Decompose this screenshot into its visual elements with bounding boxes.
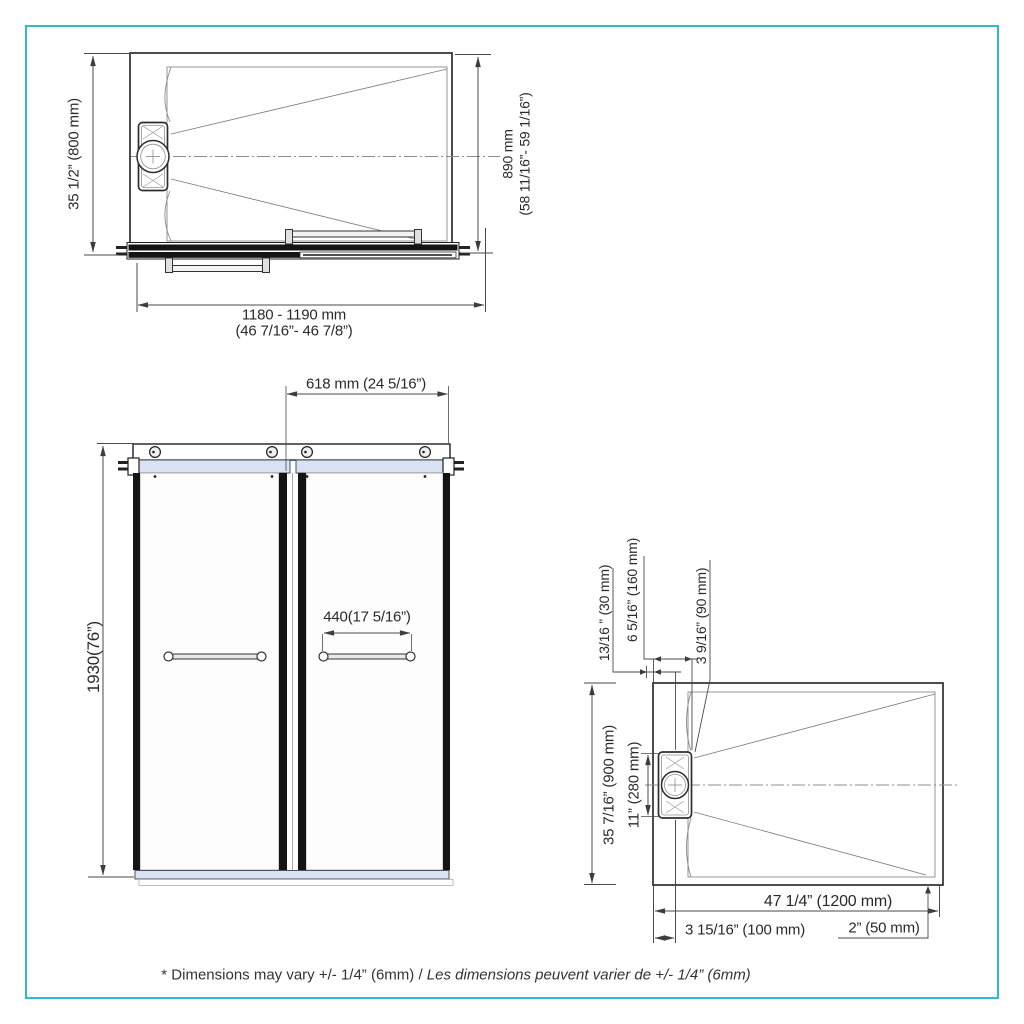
dim-label-door-height: 1930(76”) [84, 621, 103, 693]
tolerance-note-fr: Les dimensions peuvent varier de +/- 1/4” (6mm) [426, 966, 751, 984]
dim-label-base-depth-2: 35 7/16” (900 mm) [600, 725, 618, 845]
elevation-view [88, 386, 464, 886]
dim-label-drain-center: 3 15/16” (100 mm) [685, 921, 805, 939]
dim-label-base-width-2: 47 1/4” (1200 mm) [763, 893, 893, 910]
dim-label-span-mm: 1180 - 1190 mm [241, 306, 347, 324]
dim-label-towel-bar: 440(17 5/16”) [323, 608, 411, 626]
dim-label-base-width: 35 1/2” (800 mm) [65, 98, 83, 210]
dim-label-edge: 2” (50 mm) [848, 919, 920, 937]
tolerance-note [161, 967, 750, 984]
dim-label-panel-width: 618 mm (24 5/16”) [306, 375, 426, 393]
dim-label-drain-length: 11” (280 mm) [625, 741, 643, 829]
dim-label-drain-offset: 6 5/16” (160 mm) [624, 537, 640, 643]
dim-label-drain-width: 3 9/16” (90 mm) [693, 567, 709, 665]
dim-label-lip: 13/16 ” (30 mm) [596, 564, 612, 662]
top-plan-view [84, 53, 500, 312]
dim-label-base-depth: 890 mm (58 11/16”- 59 1/16”) [499, 92, 532, 216]
dim-label-span-in: (46 7/16”- 46 7/8”) [235, 322, 353, 340]
tolerance-note-en: * Dimensions may vary +/- 1/4” (6mm) / [161, 966, 427, 984]
